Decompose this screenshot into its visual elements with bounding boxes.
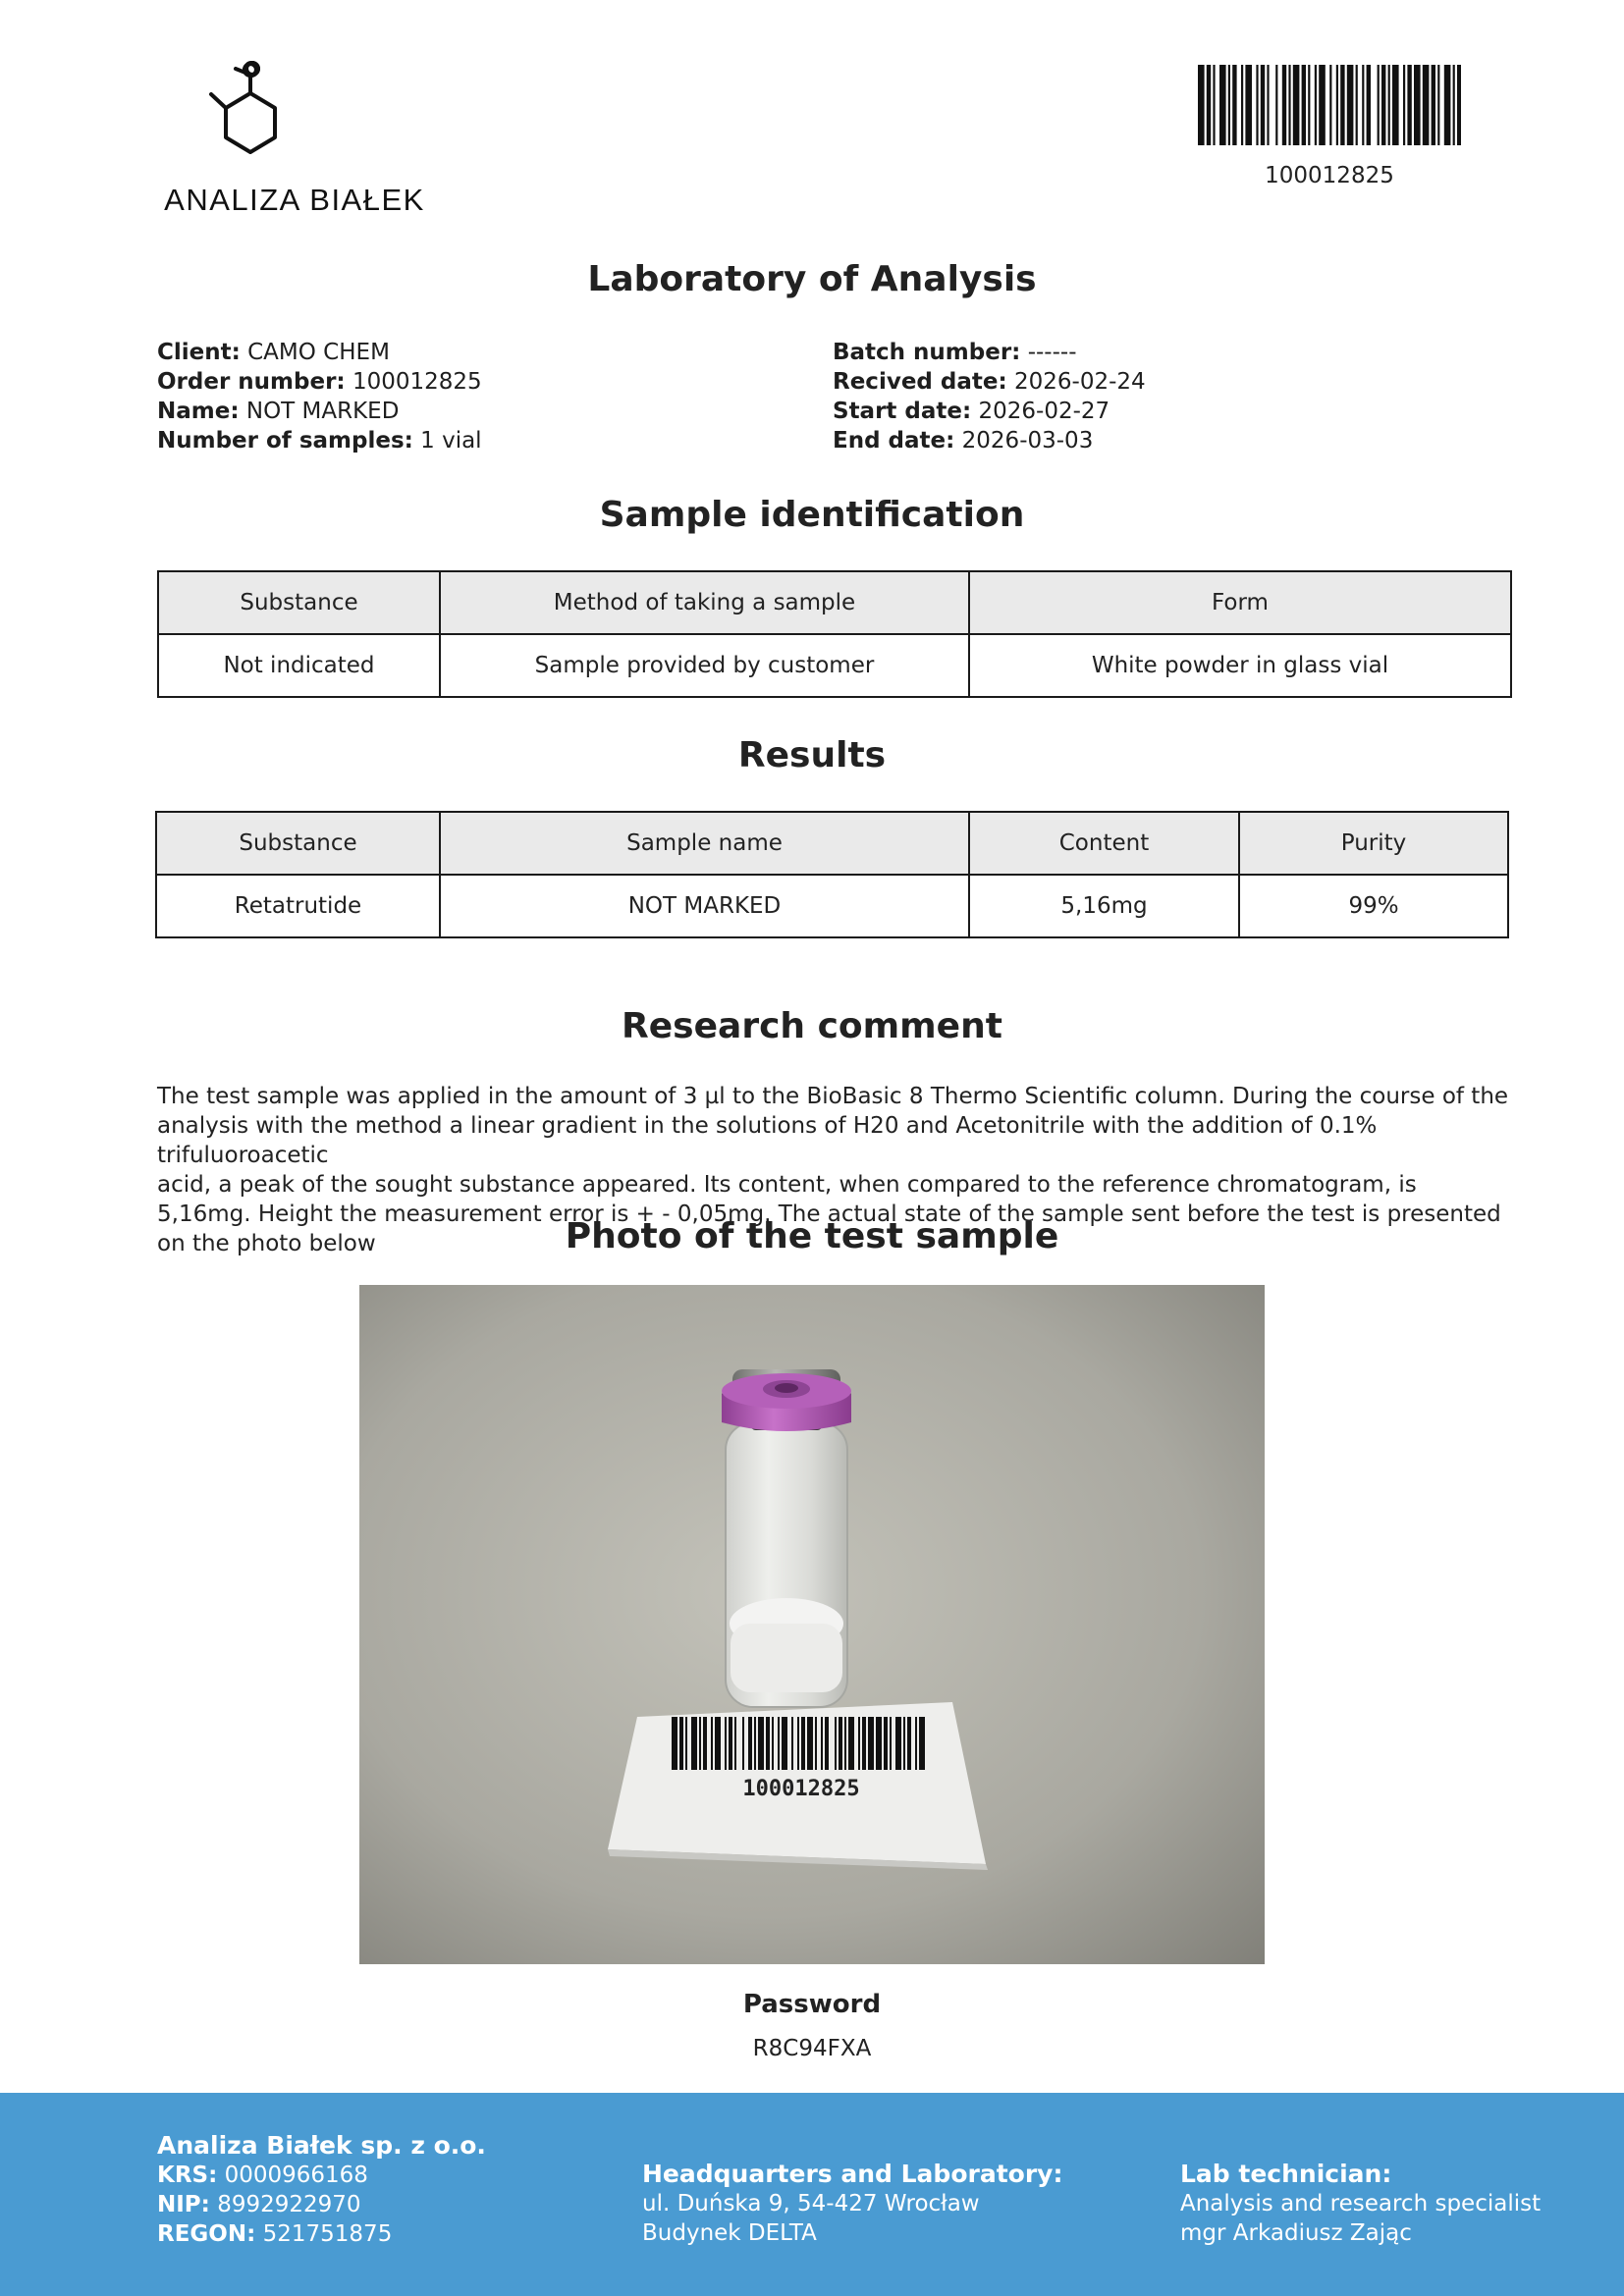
table-cell: Retatrutide (156, 875, 440, 937)
order-number-label: Order number: (157, 369, 346, 395)
name-row (157, 397, 482, 426)
end-date-label: End date: (833, 428, 955, 454)
footer-regon (157, 2219, 486, 2249)
client-value: CAMO CHEM (247, 340, 390, 365)
table-header-cell: Method of taking a sample (440, 571, 969, 634)
name-label: Name: (157, 399, 240, 424)
logo-wordmark: ANALIZA BIAŁEK (164, 183, 425, 217)
client-label: Client: (157, 340, 241, 365)
sample-photo (359, 1285, 1265, 1964)
footer-regon-label: REGON: (157, 2221, 256, 2247)
comment-line: The test sample was applied in the amount of 3 µl to the BioBasic 8 Thermo Scientific column. During the course of the (157, 1084, 1509, 1109)
photo-heading: Photo of the test sample (565, 1216, 1059, 1256)
footer-hq-building: Budynek DELTA (642, 2220, 817, 2246)
start-date-value: 2026-02-27 (978, 399, 1110, 424)
table-row (156, 875, 1508, 937)
sample-identification-heading: Sample identification (599, 495, 1025, 535)
results-table (155, 811, 1509, 938)
research-comment-heading: Research comment (622, 1006, 1002, 1046)
batch-number-label: Batch number: (833, 340, 1021, 365)
start-date-row (833, 397, 1146, 426)
photo-barcode-number: 100012825 (742, 1777, 860, 1801)
footer (0, 2093, 1624, 2296)
password-label: Password (742, 1990, 882, 2019)
footer-company-name: Analiza Białek sp. z o.o. (157, 2131, 486, 2160)
footer-lab-technician (1180, 2160, 1541, 2248)
number-of-samples-label: Number of samples: (157, 428, 413, 454)
table-header-cell: Content (969, 812, 1239, 875)
footer-krs (157, 2161, 486, 2190)
vial-photo-illustration (359, 1285, 1265, 1964)
client-info-right (833, 338, 1146, 455)
number-of-samples-row (157, 426, 482, 455)
start-date-label: Start date: (833, 399, 972, 424)
table-header-row (158, 571, 1511, 634)
client-info-left (157, 338, 482, 455)
order-number-row (157, 367, 482, 397)
footer-nip-value: 8992922970 (217, 2192, 361, 2217)
footer-krs-label: KRS: (157, 2163, 218, 2188)
comment-line: analysis with the method a linear gradient in the solutions of H20 and Acetonitrile with the addition of 0.1% trifuluoroacetic (157, 1113, 1378, 1168)
page-title: Laboratory of Analysis (587, 259, 1037, 299)
table-header-cell: Substance (156, 812, 440, 875)
client-row (157, 338, 482, 367)
results-heading: Results (737, 735, 887, 775)
password-value: R8C94FXA (752, 2036, 872, 2061)
footer-krs-value: 0000966168 (224, 2163, 368, 2188)
received-date-value: 2026-02-24 (1013, 369, 1146, 395)
barcode-number: 100012825 (1265, 163, 1394, 188)
end-date-row (833, 426, 1146, 455)
table-cell: White powder in glass vial (969, 634, 1511, 697)
comment-line: 5,16mg. Height the measurement error is + - 0,05mg. The actual state of the sample sent before the test is presented (157, 1201, 1501, 1227)
footer-company-info (157, 2131, 486, 2249)
received-date-label: Recived date: (833, 369, 1007, 395)
number-of-samples-value: 1 vial (420, 428, 482, 454)
table-cell: Not indicated (158, 634, 440, 697)
comment-line: acid, a peak of the sought substance appeared. Its content, when compared to the reference chromatogram, is (157, 1172, 1417, 1198)
table-header-cell: Purity (1239, 812, 1508, 875)
table-header-row (156, 812, 1508, 875)
table-cell: Sample provided by customer (440, 634, 969, 697)
received-date-row (833, 367, 1146, 397)
table-header-cell: Sample name (440, 812, 969, 875)
footer-nip-label: NIP: (157, 2192, 210, 2217)
table-cell: NOT MARKED (440, 875, 969, 937)
barcode-image (1198, 65, 1461, 145)
footer-tech-title: Analysis and research specialist (1180, 2191, 1542, 2216)
table-cell: 99% (1239, 875, 1508, 937)
order-number-value: 100012825 (352, 369, 482, 395)
table-row (158, 634, 1511, 697)
footer-tech-name: mgr Arkadiusz Zając (1180, 2220, 1412, 2246)
name-value: NOT MARKED (245, 399, 400, 424)
footer-regon-value: 521751875 (262, 2221, 393, 2247)
comment-line: on the photo below (157, 1231, 376, 1256)
table-header-cell: Substance (158, 571, 440, 634)
footer-headquarters (642, 2160, 1062, 2248)
table-header-cell: Form (969, 571, 1511, 634)
table-cell: 5,16mg (969, 875, 1239, 937)
end-date-value: 2026-03-03 (961, 428, 1094, 454)
footer-hq-heading: Headquarters and Laboratory: (642, 2160, 1063, 2188)
batch-number-row (833, 338, 1146, 367)
footer-tech-heading: Lab technician: (1180, 2160, 1392, 2188)
footer-hq-address: ul. Duńska 9, 54-427 Wrocław (642, 2191, 980, 2216)
sample-identification-table (157, 570, 1512, 698)
batch-number-value: ------ (1027, 340, 1077, 365)
footer-nip (157, 2190, 486, 2219)
